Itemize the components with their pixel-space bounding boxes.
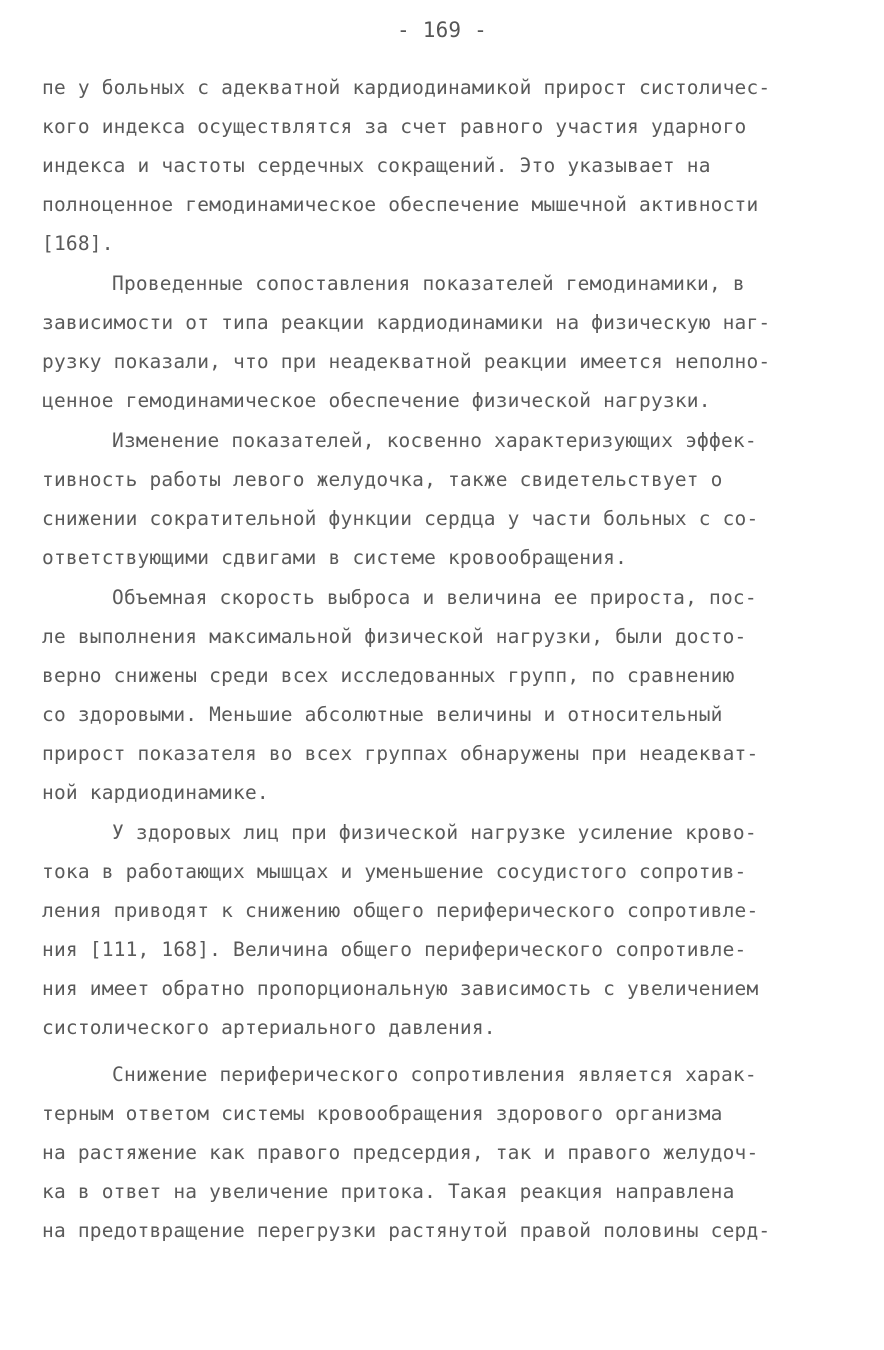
text-line: снижении сократительной функции сердца у части больных с со- (42, 507, 759, 530)
text-line: тока в работающих мышцах и уменьшение сосудистого сопротив- (42, 860, 747, 883)
text-line: У здоровых лиц при физической нагрузке усиление крово- (112, 821, 757, 844)
text-line: рузку показали, что при неадекватной реакции имеется неполно- (42, 350, 771, 373)
text-line: Проведенные сопоставления показателей гемодинамики, в (112, 272, 745, 295)
text-line: ния имеет обратно пропорциональную зависимость с увеличением (42, 977, 759, 1000)
text-line: ле выполнения максимальной физической нагрузки, были досто- (42, 625, 747, 648)
text-line: Объемная скорость выброса и величина ее прироста, пос- (112, 586, 757, 609)
text-line: систолического артериального давления. (42, 1016, 496, 1039)
text-line: ной кардиодинамике. (42, 781, 269, 804)
text-line: прирост показателя во всех группах обнаружены при неадекват- (42, 742, 759, 765)
text-line: ления приводят к снижению общего периферического сопротивле- (42, 899, 759, 922)
text-line: ценное гемодинамическое обеспечение физической нагрузки. (42, 389, 711, 412)
text-line: кого индекса осуществлятся за счет равного участия ударного (42, 115, 747, 138)
text-line: Снижение периферического сопротивления является харак- (112, 1063, 757, 1086)
text-line: тивность работы левого желудочка, также свидетельствует о (42, 468, 723, 491)
text-line: терным ответом системы кровообращения здорового организма (42, 1102, 723, 1125)
text-line: на растяжение как правого предсердия, так и правого желудоч- (42, 1141, 759, 1164)
text-line: Изменение показателей, косвенно характеризующих эффек- (112, 429, 757, 452)
text-line: ния [111, 168]. Величина общего периферического сопротивле- (42, 938, 747, 961)
text-line: на предотвращение перегрузки растянутой правой половины серд- (42, 1219, 771, 1242)
text-line: пе у больных с адекватной кардиодинамикой прирост систоличес- (42, 76, 771, 99)
text-line: зависимости от типа реакции кардиодинамики на физическую наг- (42, 311, 771, 334)
text-line: ответствующими сдвигами в системе кровообращения. (42, 546, 628, 569)
text-line: полноценное гемодинамическое обеспечение мышечной активности (42, 193, 759, 216)
text-line: со здоровыми. Меньшие абсолютные величины и относительный (42, 703, 723, 726)
text-line: ка в ответ на увеличение притока. Такая реакция направлена (42, 1180, 735, 1203)
page-number: - 169 - (397, 18, 487, 42)
text-line: верно снижены среди всех исследованных групп, по сравнению (42, 664, 735, 687)
text-line: индекса и частоты сердечных сокращений. Это указывает на (42, 154, 711, 177)
text-line: [168]. (42, 232, 114, 255)
